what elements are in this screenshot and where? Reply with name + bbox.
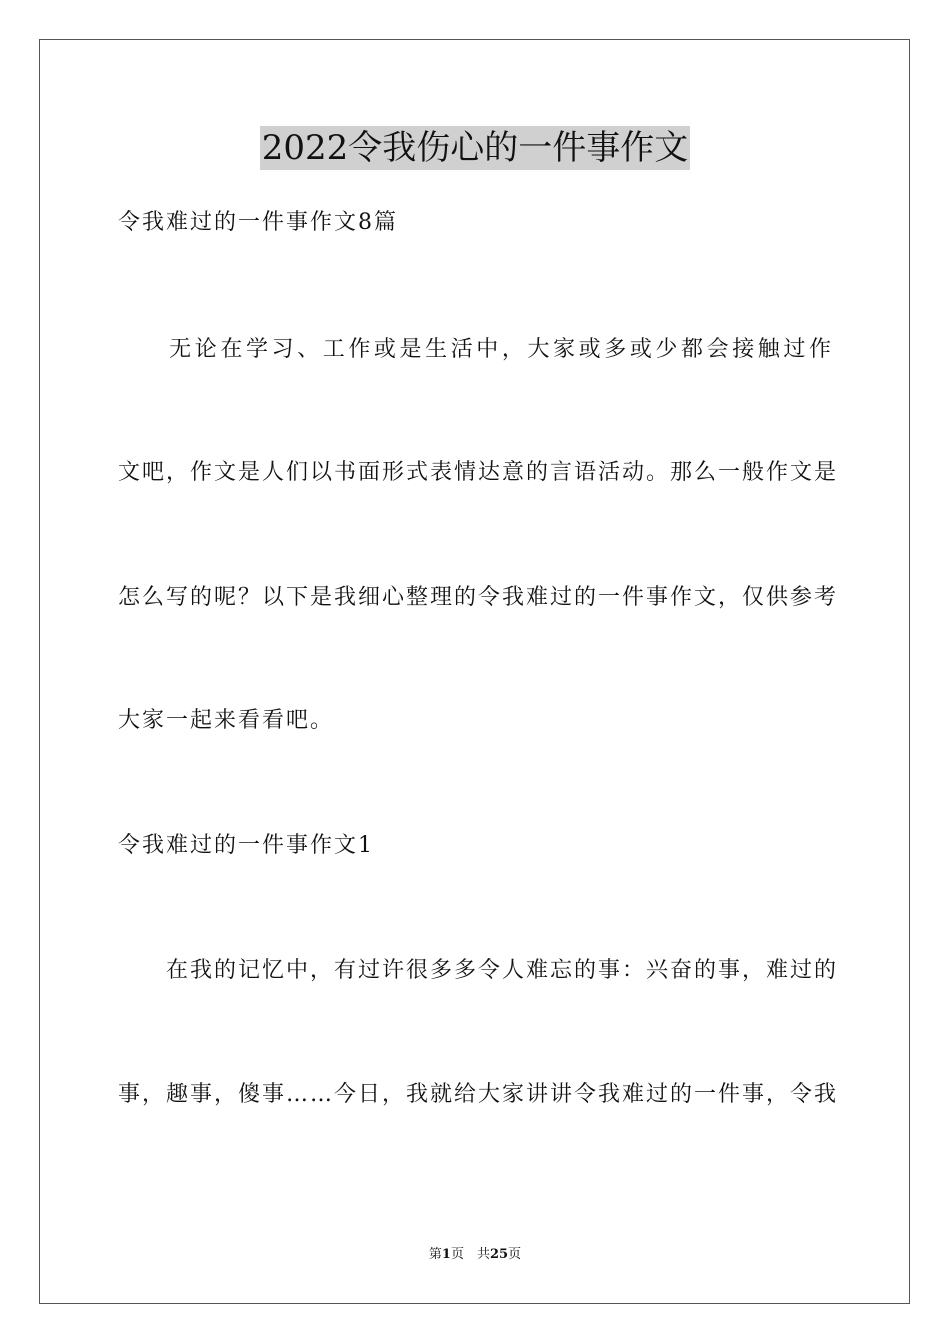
intro-line-2: 文吧，作文是人们以书面形式表情达意的言语活动。那么一般作文是 [118, 460, 839, 485]
intro-line-3: 怎么写的呢？以下是我细心整理的令我难过的一件事作文，仅供参考 [118, 585, 839, 610]
footer-page-total: 25 [489, 1247, 509, 1262]
body-line-2: 事，趣事，傻事……今日，我就给大家讲讲令我难过的一件事，令我 [118, 1082, 839, 1107]
footer-page-current: 1 [441, 1247, 451, 1262]
document-subtitle: 令我难过的一件事作文8篇 [118, 210, 398, 235]
section-heading: 令我难过的一件事作文1 [118, 833, 374, 858]
intro-line-1: 无论在学习、工作或是生活中，大家或多或少都会接触过作 [118, 337, 833, 362]
title-wrap [0, 126, 950, 170]
footer-page-prefix: 第 [428, 1247, 442, 1262]
body-line-1: 在我的记忆中，有过许很多多令人难忘的事：兴奋的事，难过的 [118, 958, 839, 983]
intro-line-4: 大家一起来看看吧。 [118, 708, 335, 733]
document-title: 2022令我伤心的一件事作文 [261, 128, 689, 168]
footer-page-suffix: 页 [508, 1247, 522, 1262]
page-footer [0, 1246, 950, 1264]
footer-page-mid: 页 共 [450, 1247, 490, 1262]
